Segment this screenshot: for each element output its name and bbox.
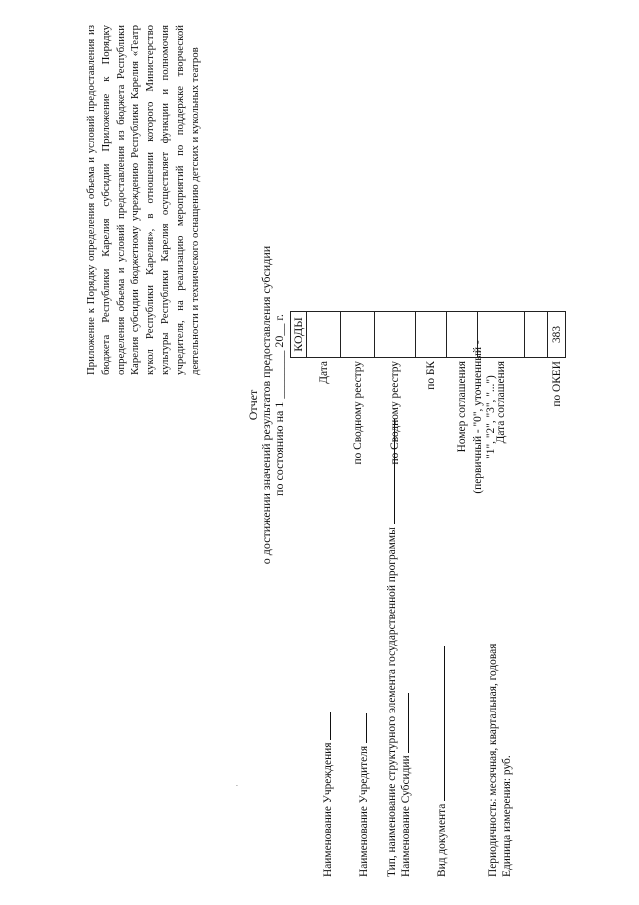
field-periodicity: [487, 644, 499, 877]
codes-label-date: Дата: [317, 361, 330, 384]
codes-label-registry-2: по Сводному реестру: [389, 361, 401, 465]
field-founder: [355, 713, 370, 877]
report-title: Отчет: [246, 389, 260, 421]
field-periodicity-label: Периодичность: месячная, квартальная, годовая: [487, 643, 499, 877]
field-doc-type-label: Вид документа: [436, 803, 448, 877]
report-date-line: по состоянию на 1 ________ 20__ г.: [272, 314, 286, 496]
codes-label-registry-1: по Сводному реестру: [351, 361, 364, 465]
field-unit-label: Единица измерения: руб.: [501, 755, 513, 877]
field-doc-type: [433, 646, 448, 877]
appendix-text: Приложение к Порядку определения объема и условий предоставления из бюджета Республики Карелия субсидии Приложение к Порядку определения объема и условий предоставления из бюджета Республики Карелия субсидии бюджетному учреждению Республики Карелия «Театр кукол Республики Карелия», в отношении которого Министерство культуры Республики Карелия осуществляет функции и полномочия учредителя, на реализацию мероприятий по поддержке творческой деятельности и технического оснащению детских и кукольных театров: [85, 25, 201, 375]
codes-label-bk: по БК: [425, 361, 437, 390]
field-institution-line: [319, 712, 331, 740]
field-institution: [319, 712, 334, 877]
codes-header: КОДЫ: [291, 312, 307, 358]
field-subsidy: [397, 693, 412, 877]
codes-label-okei: по ОКЕИ: [550, 361, 563, 407]
code-cell-okei: 383: [548, 312, 566, 358]
doc-type-note: [472, 307, 498, 527]
field-subsidy-label: Наименование Субсидии: [400, 755, 412, 877]
field-program-line: [383, 419, 395, 524]
report-subtitle: о достижении значений результатов предоставления субсидии: [259, 245, 273, 565]
doc-type-note-line-1: (первичный - "0", уточненный -: [472, 340, 484, 494]
scan-dot: ·: [232, 784, 242, 787]
field-institution-label: Наименование Учреждения: [322, 742, 334, 877]
doc-type-note-line-2: "1", "2", "3", "..."): [485, 375, 497, 459]
field-founder-line: [355, 713, 367, 743]
field-subsidy-line: [397, 693, 409, 753]
field-unit: [501, 755, 513, 877]
field-program: [383, 419, 398, 877]
codes-label-agreement-number: Номер соглашения: [456, 361, 468, 453]
field-doc-type-line: [433, 646, 445, 801]
field-program-label: Тип, наименование структурного элемента государственной программы: [386, 527, 398, 877]
field-founder-label: Наименование Учредителя: [358, 745, 370, 877]
codes-label-agreement-date: Дата соглашения: [495, 361, 507, 444]
